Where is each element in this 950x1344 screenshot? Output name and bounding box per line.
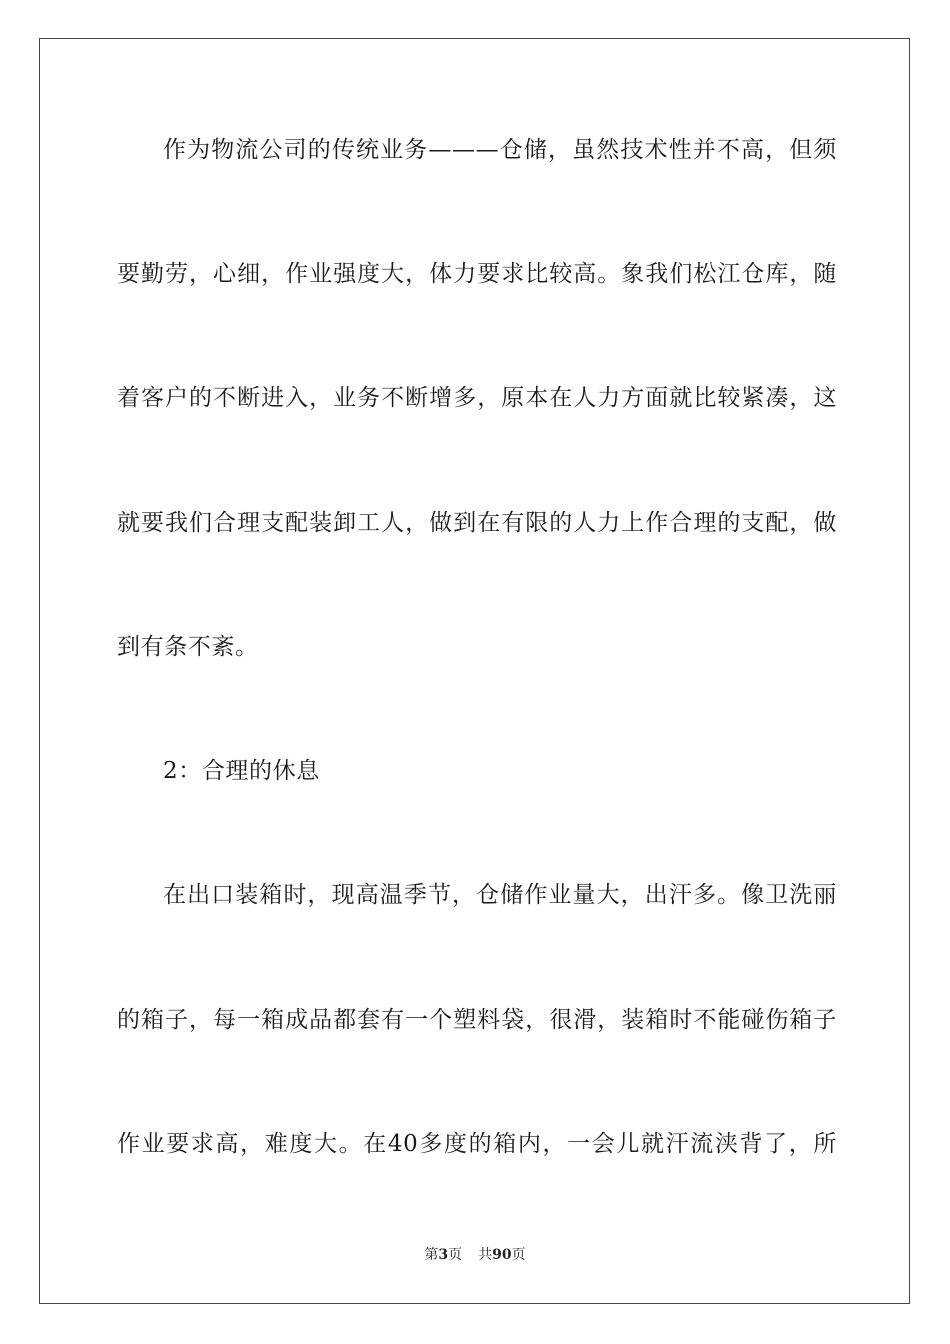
total-pages: 90 — [492, 1247, 512, 1263]
page-prefix: 第 — [424, 1247, 439, 1263]
page-border — [39, 38, 910, 1304]
page-number: 3 — [438, 1247, 449, 1263]
total-suffix: 页 — [511, 1247, 526, 1263]
page-footer — [0, 1246, 950, 1264]
paragraph-line-4: 就要我们合理支配装卸工人，做到在有限的人力上作合理的支配，做 — [117, 510, 837, 536]
total-prefix: 共 — [478, 1247, 493, 1263]
paragraph-line-7: 的箱子，每一箱成品都套有一个塑料袋，很滑，装箱时不能碰伤箱子 — [117, 1007, 837, 1033]
paragraph-line-1: 作为物流公司的传统业务———仓储，虽然技术性并不高，但须 — [163, 137, 837, 163]
paragraph-line-6: 在出口装箱时，现高温季节，仓储作业量大，出汗多。像卫洗丽 — [163, 882, 837, 908]
paragraph-line-3: 着客户的不断进入，业务不断增多，原本在人力方面就比较紧凑，这 — [117, 385, 837, 411]
section-heading: 2：合理的休息 — [163, 758, 320, 784]
paragraph-line-8: 作业要求高，难度大。在40多度的箱内，一会儿就汗流浃背了，所 — [117, 1131, 837, 1157]
page-suffix: 页 — [448, 1247, 463, 1263]
paragraph-line-5: 到有条不紊。 — [117, 634, 259, 660]
paragraph-line-2: 要勤劳，心细，作业强度大，体力要求比较高。象我们松江仓库，随 — [117, 261, 837, 287]
